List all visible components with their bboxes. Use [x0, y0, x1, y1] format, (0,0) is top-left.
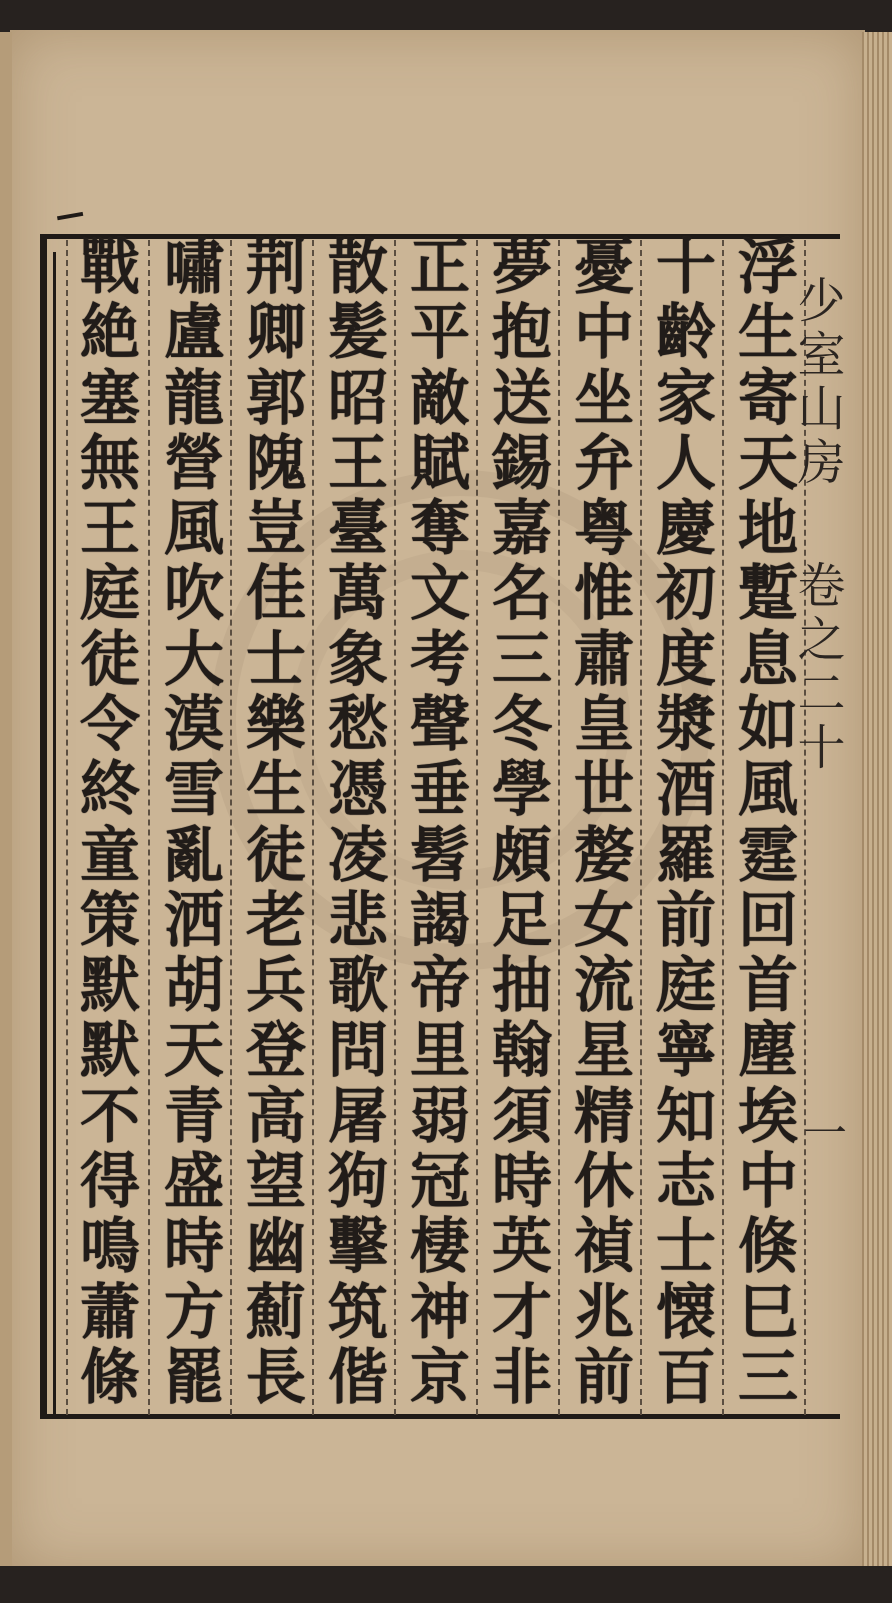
text-column [238, 233, 314, 1413]
character: 風 [738, 755, 798, 826]
banxin-title: 少室山房 [789, 275, 845, 491]
character: 星 [574, 1016, 634, 1087]
character: 知 [656, 1081, 716, 1152]
character: 世 [574, 755, 634, 826]
character: 營 [164, 428, 224, 499]
character: 學 [492, 755, 552, 826]
character: 休 [574, 1146, 634, 1217]
character: 息 [738, 624, 798, 695]
character: 雪 [164, 755, 224, 826]
character: 隗 [246, 428, 306, 499]
character: 盧 [164, 298, 224, 369]
character: 悲 [328, 885, 388, 956]
character: 童 [80, 820, 140, 891]
character: 前 [574, 1342, 634, 1413]
character: 髪 [328, 298, 388, 369]
character: 佳 [246, 559, 306, 630]
character: 無 [80, 428, 140, 499]
character: 塞 [80, 363, 140, 434]
character: 青 [164, 1081, 224, 1152]
character: 幽 [246, 1212, 306, 1283]
character: 皇 [574, 689, 634, 760]
character: 兆 [574, 1277, 634, 1348]
character: 憑 [328, 755, 388, 826]
character: 霆 [738, 820, 798, 891]
character: 凌 [328, 820, 388, 891]
character: 樂 [246, 689, 306, 760]
character: 戰 [80, 233, 140, 303]
character: 天 [738, 428, 798, 499]
character: 謁 [410, 885, 470, 956]
character: 聲 [410, 689, 470, 760]
character: 肅 [574, 624, 634, 695]
character: 荆 [246, 233, 306, 303]
character: 豈 [246, 494, 306, 565]
character: 錫 [492, 428, 552, 499]
banxin-volume: 卷之二十 [789, 560, 845, 776]
character: 中 [574, 298, 634, 369]
character: 昭 [328, 363, 388, 434]
character: 倏 [738, 1212, 798, 1283]
text-column [156, 233, 232, 1413]
character: 棲 [410, 1212, 470, 1283]
character: 策 [80, 885, 140, 956]
character: 時 [492, 1146, 552, 1217]
character: 考 [410, 624, 470, 695]
character: 英 [492, 1212, 552, 1283]
character: 大 [164, 624, 224, 695]
character: 回 [738, 885, 798, 956]
character: 鳴 [80, 1212, 140, 1283]
character: 愁 [328, 689, 388, 760]
character: 名 [492, 559, 552, 630]
character: 三 [492, 624, 552, 695]
character: 登 [246, 1016, 306, 1087]
character: 老 [246, 885, 306, 956]
character: 王 [80, 494, 140, 565]
character: 望 [246, 1146, 306, 1217]
character: 龍 [164, 363, 224, 434]
character: 浮 [738, 233, 798, 303]
character: 夢 [492, 233, 552, 303]
character: 終 [80, 755, 140, 826]
character: 條 [80, 1342, 140, 1413]
character: 罷 [164, 1342, 224, 1413]
character: 時 [164, 1212, 224, 1283]
character: 足 [492, 885, 552, 956]
character: 卿 [246, 298, 306, 369]
character: 象 [328, 624, 388, 695]
character: 百 [656, 1342, 716, 1413]
character: 志 [656, 1146, 716, 1217]
character: 兵 [246, 951, 306, 1022]
character: 如 [738, 689, 798, 760]
character: 屠 [328, 1081, 388, 1152]
character: 抱 [492, 298, 552, 369]
character: 神 [410, 1277, 470, 1348]
character: 盛 [164, 1146, 224, 1217]
character: 翰 [492, 1016, 552, 1087]
character: 冠 [410, 1146, 470, 1217]
character: 慶 [656, 494, 716, 565]
text-column [320, 233, 396, 1413]
character: 偕 [328, 1342, 388, 1413]
character: 須 [492, 1081, 552, 1152]
text-column [72, 233, 148, 1413]
character: 首 [738, 951, 798, 1022]
character: 士 [246, 624, 306, 695]
character: 擊 [328, 1212, 388, 1283]
character: 高 [246, 1081, 306, 1152]
page-stack-edge [862, 32, 892, 1567]
character: 寄 [738, 363, 798, 434]
character: 巳 [738, 1277, 798, 1348]
character: 弁 [574, 428, 634, 499]
character: 天 [164, 1016, 224, 1087]
banxin-page-number: 一 [795, 1110, 846, 1154]
character: 胡 [164, 951, 224, 1022]
character: 人 [656, 428, 716, 499]
character: 女 [574, 885, 634, 956]
character: 三 [738, 1342, 798, 1413]
character: 徒 [246, 820, 306, 891]
character: 度 [656, 624, 716, 695]
character: 得 [80, 1146, 140, 1217]
text-column [484, 233, 560, 1413]
character: 狗 [328, 1146, 388, 1217]
character: 初 [656, 559, 716, 630]
character: 塵 [738, 1016, 798, 1087]
character: 埃 [738, 1081, 798, 1152]
scan-border-bottom [0, 1566, 892, 1603]
character: 髫 [410, 820, 470, 891]
character: 寧 [656, 1016, 716, 1087]
character: 生 [738, 298, 798, 369]
page-edge-left [0, 32, 12, 1567]
character: 吹 [164, 559, 224, 630]
character: 生 [246, 755, 306, 826]
character: 懐 [656, 1277, 716, 1348]
character: 粤 [574, 494, 634, 565]
character: 家 [656, 363, 716, 434]
character: 不 [80, 1081, 140, 1152]
character: 賦 [410, 428, 470, 499]
character: 徒 [80, 624, 140, 695]
character: 默 [80, 951, 140, 1022]
column-rule [148, 240, 150, 1415]
character: 萬 [328, 559, 388, 630]
character: 齡 [656, 298, 716, 369]
text-column [402, 233, 478, 1413]
character: 令 [80, 689, 140, 760]
character: 弱 [410, 1081, 470, 1152]
column-rule [66, 240, 68, 1415]
character: 憂 [574, 233, 634, 303]
character: 里 [410, 1016, 470, 1087]
character: 絶 [80, 298, 140, 369]
character: 禎 [574, 1212, 634, 1283]
character: 嘯 [164, 233, 224, 303]
character: 風 [164, 494, 224, 565]
character: 筑 [328, 1277, 388, 1348]
character: 蹔 [738, 559, 798, 630]
character: 嫠 [574, 820, 634, 891]
character: 亂 [164, 820, 224, 891]
character: 中 [738, 1146, 798, 1217]
character: 蕭 [80, 1277, 140, 1348]
character: 正 [410, 233, 470, 303]
character: 才 [492, 1277, 552, 1348]
character: 薊 [246, 1277, 306, 1348]
character: 士 [656, 1212, 716, 1283]
character: 嘉 [492, 494, 552, 565]
character: 頗 [492, 820, 552, 891]
character: 長 [246, 1342, 306, 1413]
frame-inner-line [53, 252, 56, 1417]
character: 庭 [80, 559, 140, 630]
character: 送 [492, 363, 552, 434]
character: 奪 [410, 494, 470, 565]
character: 洒 [164, 885, 224, 956]
character: 平 [410, 298, 470, 369]
character: 前 [656, 885, 716, 956]
character: 冬 [492, 689, 552, 760]
text-column [566, 233, 642, 1413]
scan-border-top [0, 0, 892, 32]
character: 漠 [164, 689, 224, 760]
character: 王 [328, 428, 388, 499]
character: 帝 [410, 951, 470, 1022]
character: 十 [656, 233, 716, 303]
character: 酒 [656, 755, 716, 826]
text-column [648, 233, 724, 1413]
character: 方 [164, 1277, 224, 1348]
character: 京 [410, 1342, 470, 1413]
character: 庭 [656, 951, 716, 1022]
character: 地 [738, 494, 798, 565]
character: 精 [574, 1081, 634, 1152]
character: 散 [328, 233, 388, 303]
character: 臺 [328, 494, 388, 565]
character: 垂 [410, 755, 470, 826]
character: 默 [80, 1016, 140, 1087]
character: 非 [492, 1342, 552, 1413]
character: 惟 [574, 559, 634, 630]
character: 歌 [328, 951, 388, 1022]
character: 流 [574, 951, 634, 1022]
character: 羅 [656, 820, 716, 891]
character: 漿 [656, 689, 716, 760]
character: 敵 [410, 363, 470, 434]
character: 文 [410, 559, 470, 630]
character: 問 [328, 1016, 388, 1087]
character: 抽 [492, 951, 552, 1022]
character: 郭 [246, 363, 306, 434]
character: 坐 [574, 363, 634, 434]
